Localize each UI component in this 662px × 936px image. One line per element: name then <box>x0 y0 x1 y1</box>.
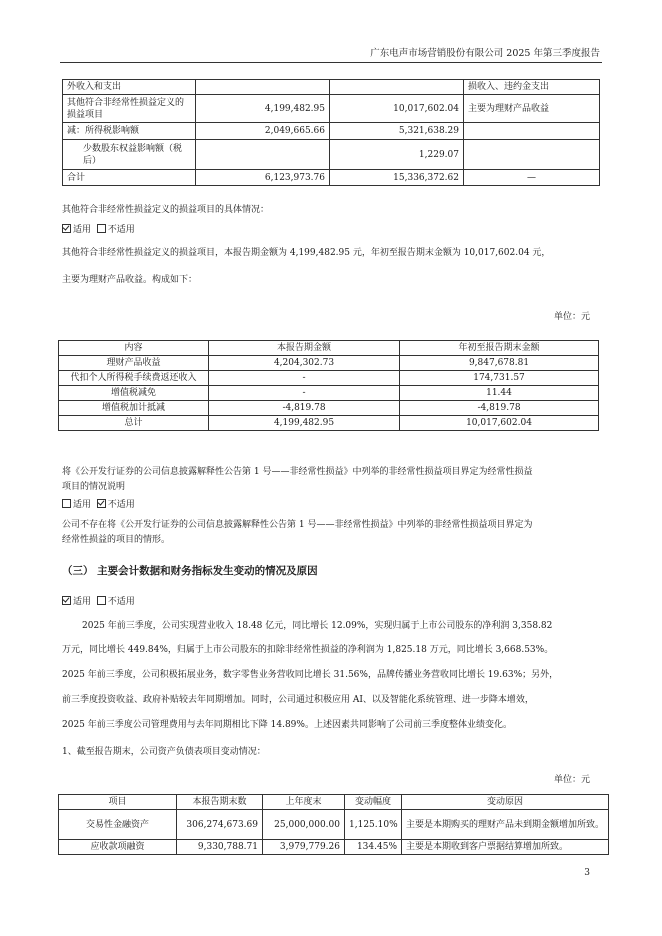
cell-current <box>196 80 330 95</box>
unit-label: 单位：元 <box>553 312 590 322</box>
cell-current: 4,199,482.95 <box>196 95 330 123</box>
choice-label: 不适用 <box>107 597 135 607</box>
choice-label: 适用 <box>73 597 92 607</box>
cell: 306,274,673.69 <box>177 810 263 840</box>
applicability-choice <box>62 222 135 235</box>
cell: 25,000,000.00 <box>263 810 345 840</box>
checkbox-checked-icon <box>97 499 106 508</box>
paragraph: 公司不存在将《公开发行证券的公司信息披露解释性公告第 1 号——非经常性损益》中列举的非经常性损益项目界定为 <box>62 520 533 530</box>
checkbox-empty-icon <box>62 499 71 508</box>
cell-note: — <box>464 170 600 186</box>
paragraph: 其他符合非经常性损益定义的损益项目，本报告期金额为 4,199,482.95 元，年初至报告期末金额为 10,017,602.04 元， <box>62 248 551 258</box>
column-header: 项目 <box>59 795 177 810</box>
cell-ytd: 15,336,372.62 <box>330 170 464 186</box>
page-number: 3 <box>584 868 590 878</box>
table-row <box>59 840 609 855</box>
checkbox-empty-icon <box>97 596 106 605</box>
cell: 主要是本期购买的理财产品未到期金额增加所致。 <box>402 810 609 840</box>
paragraph-line: 2025 年前三季度公司管理费用与去年同期相比下降 14.89%。上述因素共同影响了公司前三季度整体业绩变化。 <box>62 720 512 730</box>
cell: 134.45% <box>345 840 402 855</box>
cell-note <box>464 123 600 140</box>
paragraph-line: 前三季度投资收益、政府补贴较去年同期增加。同时，公司通过积极应用 AI、以及智能化系统管理、进一步降本增效， <box>62 695 534 705</box>
column-header: 本报告期末数 <box>177 795 263 810</box>
cell-ytd: 10,017,602.04 <box>330 95 464 123</box>
paragraph-line: 万元，同比增长 449.84%，归属于上市公司股东的扣除非经常性损益的净利润为 1,825.18 万元，同比增长 3,668.53%。 <box>62 645 554 655</box>
detail-table <box>58 340 599 431</box>
table-row <box>59 810 609 840</box>
cell: - <box>209 386 400 401</box>
cell: 增值税加计抵减 <box>59 401 209 416</box>
table-row <box>63 170 600 186</box>
table-row <box>63 123 600 140</box>
cell-item: 外收入和支出 <box>63 80 196 95</box>
cell: 10,017,602.04 <box>400 416 599 431</box>
choice-label: 适用 <box>73 500 92 510</box>
cell: 交易性金融资产 <box>59 810 177 840</box>
choice-label: 适用 <box>73 225 92 235</box>
cell: 3,979,779.26 <box>263 840 345 855</box>
table-row <box>63 80 600 95</box>
cell: 9,330,788.71 <box>177 840 263 855</box>
cell-current: 2,049,665.66 <box>196 123 330 140</box>
table-row <box>59 416 599 431</box>
column-header: 年初至报告期末金额 <box>400 341 599 356</box>
table-header-row <box>59 795 609 810</box>
non-recurring-table <box>62 79 600 186</box>
cell-note: 损收入、违约金支出 <box>464 80 600 95</box>
cell: 应收款项融资 <box>59 840 177 855</box>
paragraph: 经常性损益的项目的情形。 <box>62 535 171 545</box>
cell-item: 减：所得税影响额 <box>63 123 196 140</box>
balance-sheet-table <box>58 794 609 855</box>
cell: - <box>209 371 400 386</box>
cell-ytd <box>330 80 464 95</box>
cell-note: 主要为理财产品收益 <box>464 95 600 123</box>
cell: 总计 <box>59 416 209 431</box>
table-row <box>59 401 599 416</box>
paragraph: 将《公开发行证券的公司信息披露解释性公告第 1 号——非经常性损益》中列举的非经常性损益项目界定为经常性损益 <box>62 467 533 477</box>
paragraph: 其他符合非经常性损益定义的损益项目的具体情况： <box>62 205 270 215</box>
cell: 11.44 <box>400 386 599 401</box>
checkbox-empty-icon <box>97 224 106 233</box>
applicability-choice <box>62 594 135 607</box>
table-row <box>63 140 600 170</box>
choice-label: 不适用 <box>107 500 135 510</box>
column-header: 内容 <box>59 341 209 356</box>
applicability-choice <box>62 497 135 510</box>
table-row <box>59 356 599 371</box>
cell: -4,819.78 <box>209 401 400 416</box>
cell-current: 6,123,973.76 <box>196 170 330 186</box>
checkbox-checked-icon <box>62 596 71 605</box>
cell: 理财产品收益 <box>59 356 209 371</box>
cell: 9,847,678.81 <box>400 356 599 371</box>
table-row <box>63 95 600 123</box>
report-header: 广东电声市场营销股份有限公司 2025 年第三季度报告 <box>370 48 600 59</box>
cell-ytd: 5,321,638.29 <box>330 123 464 140</box>
paragraph: 主要为理财产品收益。构成如下： <box>62 275 198 285</box>
cell-item: 少数股东权益影响额（税后） <box>63 140 196 170</box>
table-row <box>59 386 599 401</box>
paragraph-line: 2025 年前三季度，公司积极拓展业务，数字零售业务营收同比增长 31.56%，品牌传播业务营收同比增长 19.63%；另外， <box>62 670 559 680</box>
cell-current <box>196 140 330 170</box>
cell-ytd: 1,229.07 <box>330 140 464 170</box>
column-header: 变动幅度 <box>345 795 402 810</box>
paragraph: 项目的情况说明 <box>62 482 126 492</box>
column-header: 变动原因 <box>402 795 609 810</box>
list-item: 1、截至报告期末，公司资产负债表项目变动情况： <box>62 747 266 757</box>
cell: 增值税减免 <box>59 386 209 401</box>
header-divider <box>60 62 602 63</box>
cell: 174,731.57 <box>400 371 599 386</box>
paragraph-line: 2025 年前三季度，公司实现营业收入 18.48 亿元，同比增长 12.09%，实现归属于上市公司股东的净利润 3,358.82 <box>82 621 553 631</box>
cell: 主要是本期收到客户票据结算增加所致。 <box>402 840 609 855</box>
unit-label: 单位：元 <box>553 775 590 785</box>
table-row <box>59 371 599 386</box>
column-header: 本报告期金额 <box>209 341 400 356</box>
cell: 4,199,482.95 <box>209 416 400 431</box>
cell: -4,819.78 <box>400 401 599 416</box>
cell-note <box>464 140 600 170</box>
cell: 4,204,302.73 <box>209 356 400 371</box>
choice-label: 不适用 <box>107 225 135 235</box>
table-header-row <box>59 341 599 356</box>
column-header: 上年度末 <box>263 795 345 810</box>
cell-item: 其他符合非经常性损益定义的损益项目 <box>63 95 196 123</box>
cell-item: 合计 <box>63 170 196 186</box>
cell: 代扣个人所得税手续费返还收入 <box>59 371 209 386</box>
section-title: （三） 主要会计数据和财务指标发生变动的情况及原因 <box>62 565 318 577</box>
checkbox-checked-icon <box>62 224 71 233</box>
cell: 1,125.10% <box>345 810 402 840</box>
